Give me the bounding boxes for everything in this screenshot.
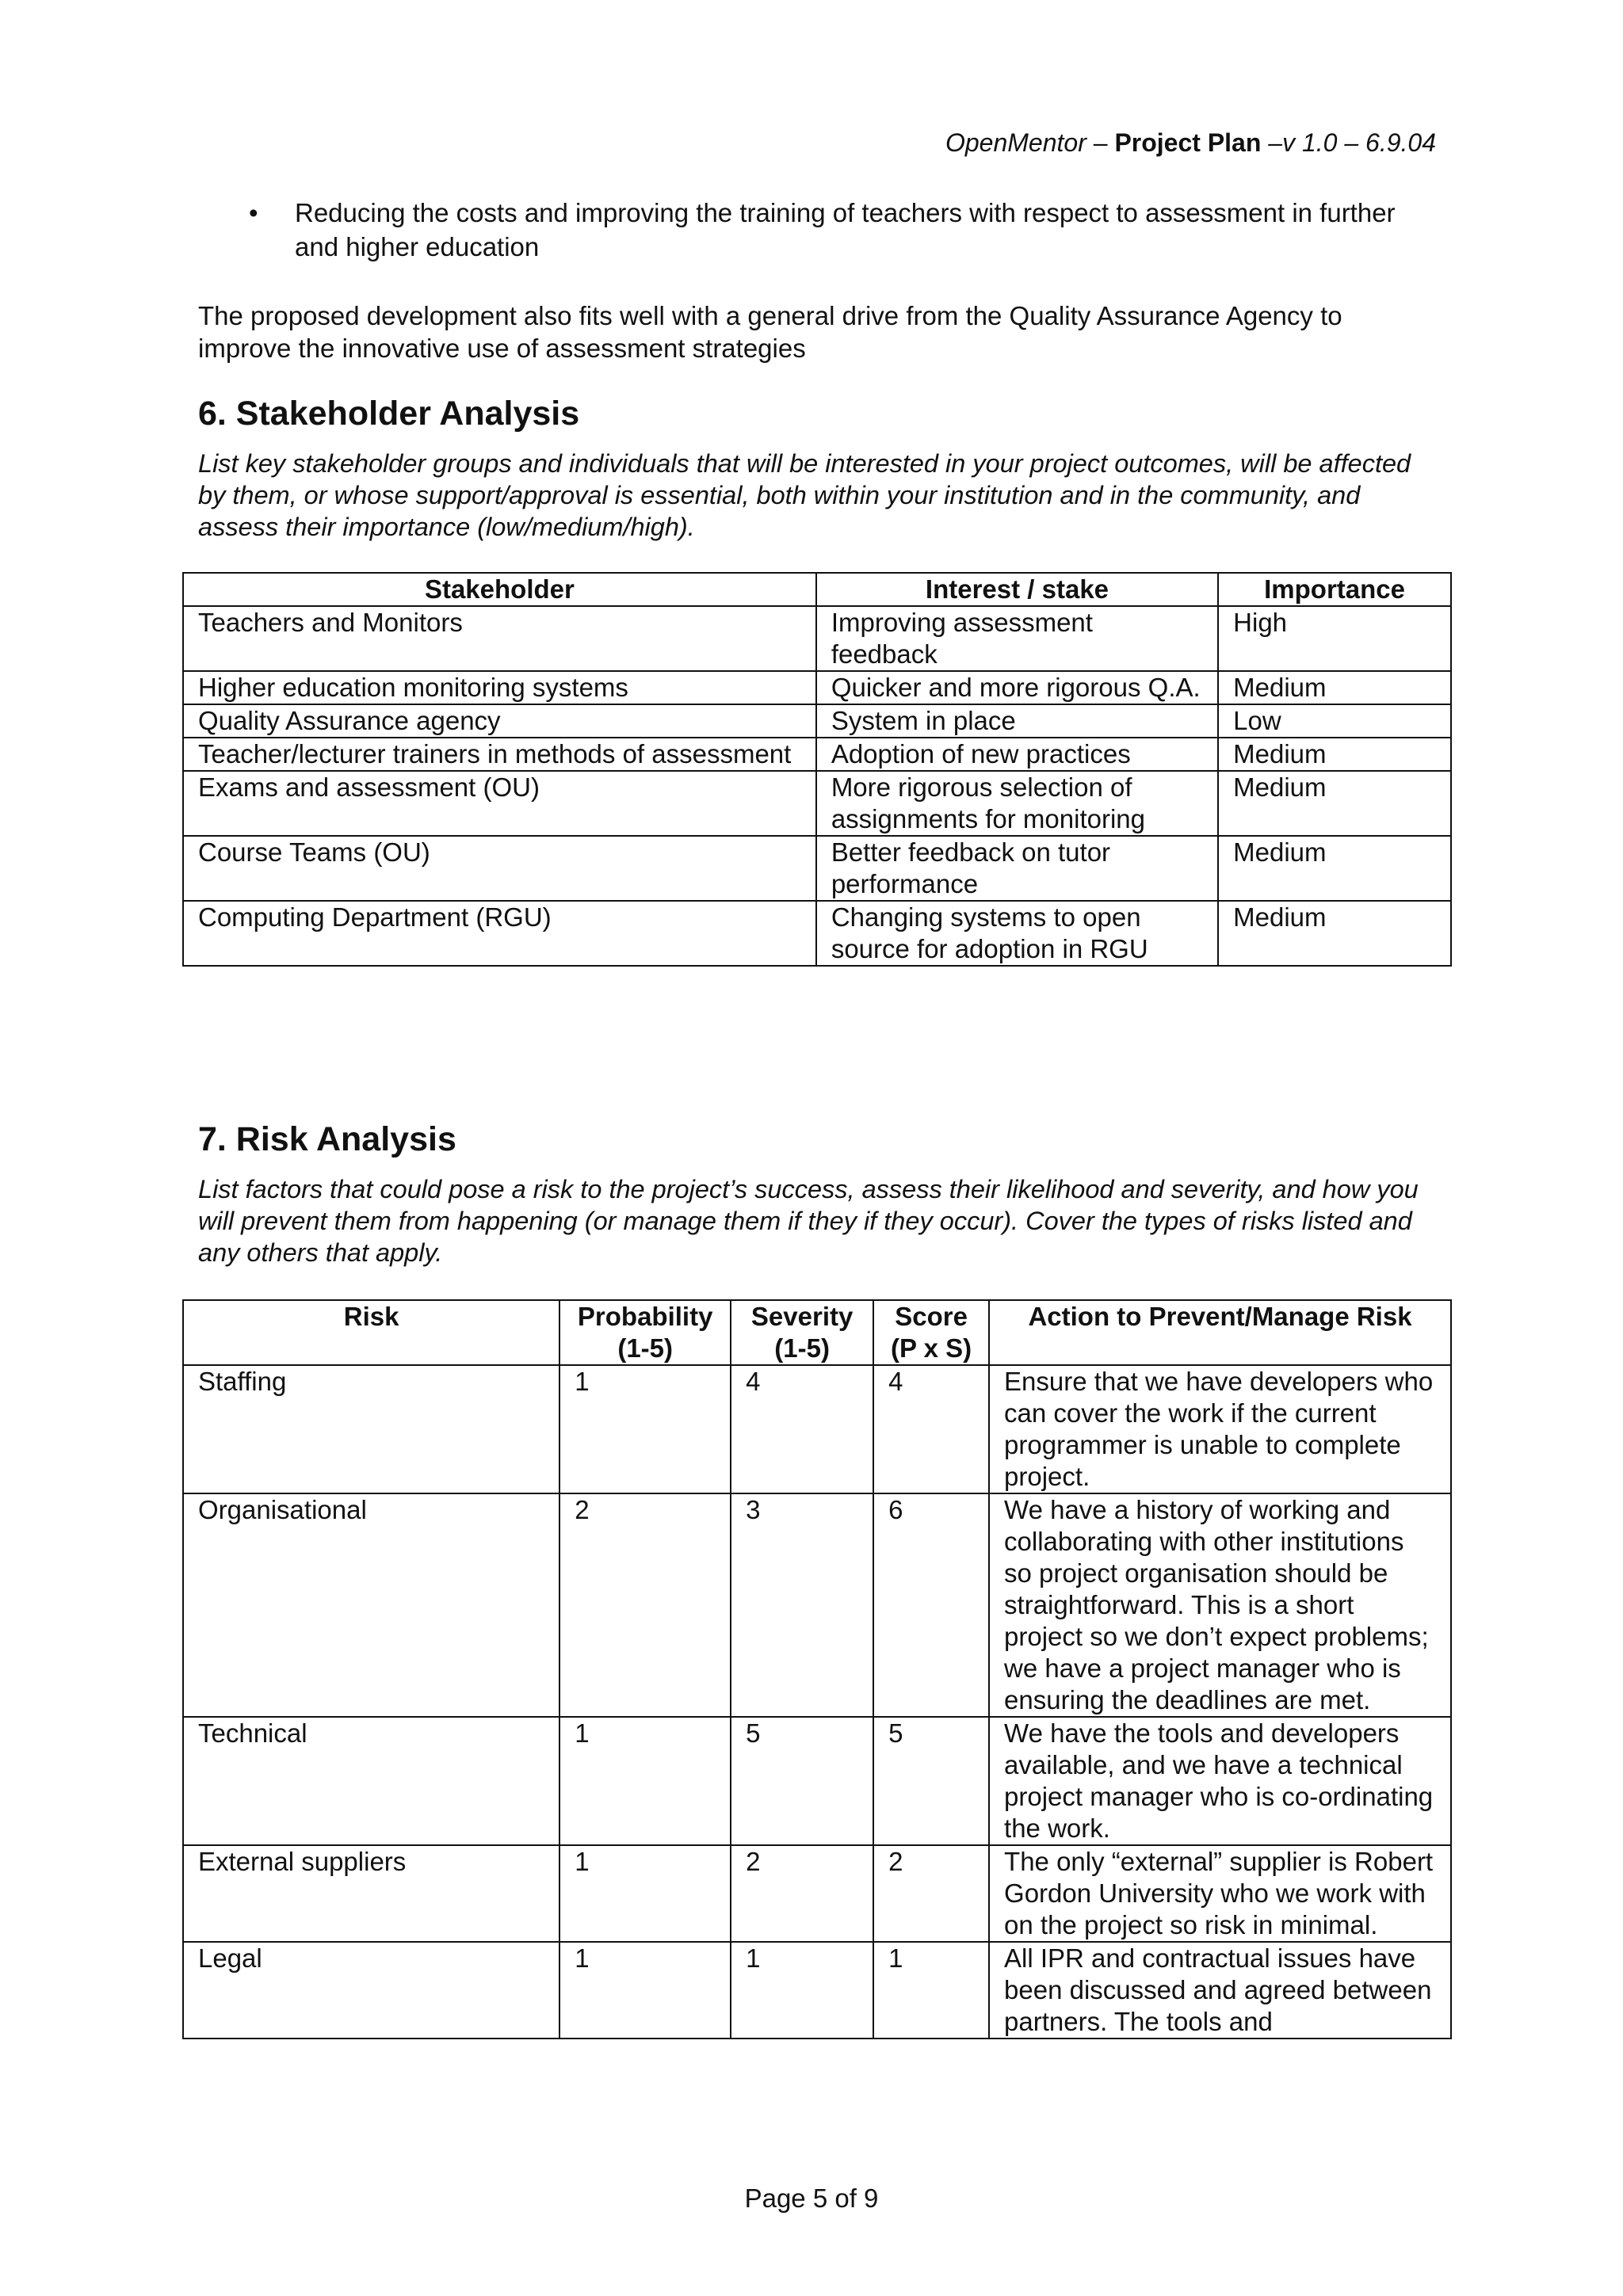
stakeholder-cell: Exams and assessment (OU)	[183, 771, 816, 836]
importance-cell: Medium	[1218, 771, 1451, 836]
severity-cell: 5	[731, 1717, 873, 1845]
stakeholder-cell: Course Teams (OU)	[183, 836, 816, 901]
column-header: Importance	[1218, 573, 1451, 606]
risk-table	[182, 1299, 1452, 2039]
score-cell: 2	[873, 1845, 989, 1942]
action-cell: Ensure that we have developers who can cover the work if the current programmer is unable to complete project.	[989, 1365, 1451, 1493]
column-header: Score (P x S)	[873, 1300, 989, 1365]
risk-cell: Staffing	[183, 1365, 559, 1493]
table-row	[183, 1493, 1451, 1717]
stakeholder-heading: 6. Stakeholder Analysis	[198, 395, 580, 433]
table-row	[183, 901, 1451, 966]
score-cell: 6	[873, 1493, 989, 1717]
importance-cell: Medium	[1218, 738, 1451, 771]
table-row	[183, 704, 1451, 738]
header-doc-title: Project Plan	[1114, 128, 1262, 157]
table-header-row	[183, 1300, 1451, 1365]
stakeholder-table	[182, 572, 1452, 967]
stakeholder-description: List key stakeholder groups and individuals that will be interested in your project outcomes, will be affected by them, or whose support/approval is essential, both within your institution and in the community, and assess their importance (low/medium/high).	[198, 449, 1411, 541]
stakeholder-cell: Higher education monitoring systems	[183, 671, 816, 704]
running-header	[945, 128, 1436, 158]
intro-paragraph: The proposed development also fits well with a general drive from the Quality Assurance Agency to improve the innovative use of assessment strategies	[198, 301, 1342, 363]
risk-cell: External suppliers	[183, 1845, 559, 1942]
column-header: Probability (1-5)	[559, 1300, 731, 1365]
table-row	[183, 1365, 1451, 1493]
table-row	[183, 771, 1451, 836]
bullet-icon: •	[249, 198, 258, 227]
severity-cell: 2	[731, 1845, 873, 1942]
interest-cell: System in place	[816, 704, 1218, 738]
importance-cell: Medium	[1218, 836, 1451, 901]
stakeholder-cell: Computing Department (RGU)	[183, 901, 816, 966]
column-header: Interest / stake	[816, 573, 1218, 606]
severity-cell: 3	[731, 1493, 873, 1717]
column-header: Severity (1-5)	[731, 1300, 873, 1365]
risk-description: List factors that could pose a risk to the project’s success, assess their likelihood and severity, and how you will prevent them from happening (or manage them if they if they occur). Cover the types of risks listed and any others that apply.	[198, 1175, 1419, 1267]
stakeholder-cell: Teachers and Monitors	[183, 606, 816, 671]
bullet-text: Reducing the costs and improving the training of teachers with respect to assessment in further and higher education	[295, 198, 1396, 261]
interest-cell: Better feedback on tutor performance	[816, 836, 1218, 901]
importance-cell: High	[1218, 606, 1451, 671]
stakeholder-cell: Quality Assurance agency	[183, 704, 816, 738]
score-cell: 5	[873, 1717, 989, 1845]
action-cell: The only “external” supplier is Robert Gordon University who we work with on the project so risk in minimal.	[989, 1845, 1451, 1942]
action-cell: We have a history of working and collaborating with other institutions so project organisation should be straightforward. This is a short project so we don’t expect problems; we have a project manager who is ensuring the deadlines are met.	[989, 1493, 1451, 1717]
interest-cell: Quicker and more rigorous Q.A.	[816, 671, 1218, 704]
bullet-item	[241, 196, 1398, 264]
importance-cell: Medium	[1218, 671, 1451, 704]
page-number: Page 5 of 9	[744, 2183, 879, 2213]
interest-cell: Changing systems to open source for adoption in RGU	[816, 901, 1218, 966]
header-app-name: OpenMentor	[945, 128, 1086, 157]
score-cell: 4	[873, 1365, 989, 1493]
probability-cell: 1	[559, 1845, 731, 1942]
header-version: –v 1.0 – 6.9.04	[1261, 128, 1436, 157]
risk-cell: Organisational	[183, 1493, 559, 1717]
interest-cell: Adoption of new practices	[816, 738, 1218, 771]
probability-cell: 1	[559, 1717, 731, 1845]
severity-cell: 4	[731, 1365, 873, 1493]
table-row	[183, 671, 1451, 704]
risk-heading: 7. Risk Analysis	[198, 1120, 456, 1158]
column-header: Stakeholder	[183, 573, 816, 606]
action-cell: All IPR and contractual issues have been discussed and agreed between partners. The tools and	[989, 1942, 1451, 2039]
severity-cell: 1	[731, 1942, 873, 2039]
column-header: Risk	[183, 1300, 559, 1365]
table-row	[183, 1942, 1451, 2039]
stakeholder-cell: Teacher/lecturer trainers in methods of assessment	[183, 738, 816, 771]
probability-cell: 1	[559, 1365, 731, 1493]
header-separator: –	[1086, 128, 1115, 157]
importance-cell: Low	[1218, 704, 1451, 738]
probability-cell: 2	[559, 1493, 731, 1717]
intro-bullet-list	[241, 196, 1398, 264]
score-cell: 1	[873, 1942, 989, 2039]
table-row	[183, 738, 1451, 771]
probability-cell: 1	[559, 1942, 731, 2039]
risk-cell: Legal	[183, 1942, 559, 2039]
table-row	[183, 836, 1451, 901]
action-cell: We have the tools and developers available, and we have a technical project manager who is co-ordinating the work.	[989, 1717, 1451, 1845]
table-row	[183, 1717, 1451, 1845]
interest-cell: More rigorous selection of assignments for monitoring	[816, 771, 1218, 836]
interest-cell: Improving assessment feedback	[816, 606, 1218, 671]
table-header-row	[183, 573, 1451, 606]
risk-cell: Technical	[183, 1717, 559, 1845]
importance-cell: Medium	[1218, 901, 1451, 966]
table-row	[183, 606, 1451, 671]
column-header: Action to Prevent/Manage Risk	[989, 1300, 1451, 1365]
table-row	[183, 1845, 1451, 1942]
